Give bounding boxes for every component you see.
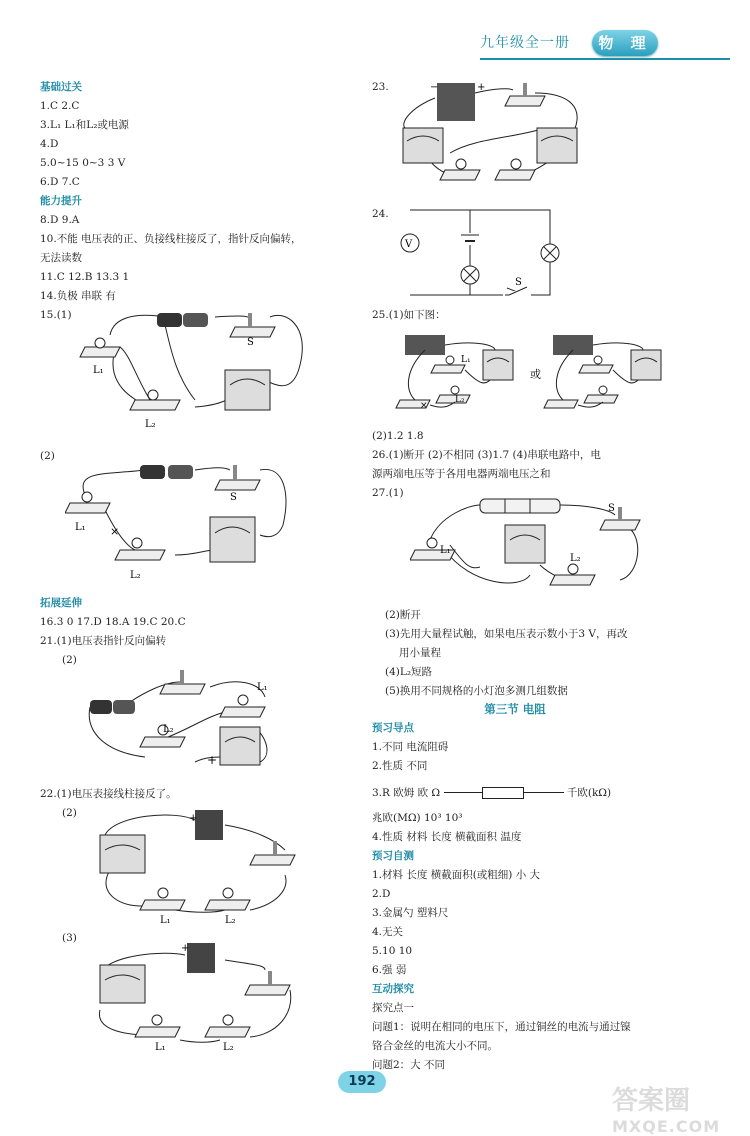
resistor-symbol-icon (444, 786, 564, 800)
left-column (40, 447, 55, 466)
answer-line: (2) (62, 807, 77, 819)
svg-text:×: × (420, 401, 428, 411)
answer-line: 23. (372, 81, 389, 93)
answer-line: (4)L₂短路 (385, 666, 433, 678)
answer-line: 21.(1)电压表指针反向偏转 (40, 635, 167, 647)
circuit-figure-27 (410, 495, 650, 605)
lamp-label: L₁ (440, 545, 451, 556)
circuit-figure-22-3 (85, 935, 305, 1055)
answer-text: 3.R 欧姆 欧 Ω (372, 787, 441, 799)
answer-line: 16.3 0 17.D 18.A 19.C 20.C (40, 616, 186, 628)
answer-line (372, 784, 717, 803)
answer-line: 27.(1) (372, 487, 404, 499)
answer-line: 5.0~15 0~3 3 V (40, 157, 126, 169)
answer-line: 3.金属勺 塑料尺 (372, 907, 449, 919)
right-column (372, 78, 389, 97)
answer-text: 千欧(kΩ) (566, 787, 612, 799)
right-column (372, 719, 717, 1075)
page-header (480, 30, 730, 64)
right-column (385, 606, 725, 701)
answer-line: 4.性质 材料 长度 横截面积 温度 (372, 831, 522, 843)
answer-line: 无法读数 (40, 252, 82, 264)
right-column (372, 306, 446, 325)
section-title: 预习导点 (372, 722, 414, 734)
lamp-label: L₁ (93, 365, 104, 376)
answer-line: (5)换用不同规格的小灯泡多测几组数据 (385, 685, 568, 697)
svg-text:+: + (207, 753, 218, 767)
answer-line: 4.无关 (372, 926, 404, 938)
section-heading: 第三节 电阻 (484, 702, 546, 716)
circuit-figure-15-2 (65, 455, 300, 590)
left-column (62, 929, 77, 948)
answer-line: 探究点一 (372, 1002, 414, 1014)
section-title: 预习自测 (372, 850, 414, 862)
lamp-label: L₁ (75, 522, 86, 533)
answer-line: 22.(1)电压表接线柱接反了。 (40, 788, 177, 800)
circuit-figure-15-1 (75, 305, 310, 440)
lamp-label: L₂ (223, 1042, 234, 1053)
lamp-label: L₁ (160, 915, 171, 925)
circuit-diagram-24 (395, 205, 570, 305)
circuit-figure-22-2 (85, 805, 305, 925)
answer-line: 兆欧(MΩ) 10³ 10³ (372, 812, 463, 824)
answer-line: (2) (40, 450, 55, 462)
answer-line: 11.C 12.B 13.3 1 (40, 271, 130, 283)
answer-line: 26.(1)断开 (2)不相同 (3)1.7 (4)串联电路中，电 (372, 449, 601, 461)
answer-line: (3) (62, 932, 77, 944)
answer-line: (2)1.2 1.8 (372, 430, 424, 442)
answer-line: 5.10 10 (372, 945, 413, 957)
svg-text:×: × (110, 525, 120, 538)
section-title: 能力提升 (40, 195, 82, 207)
subject-badge: 物 理 (592, 30, 658, 56)
svg-text:+: + (189, 813, 198, 824)
circuit-figure-23 (395, 78, 590, 193)
switch-label: S (515, 277, 522, 288)
answer-line: 8.D 9.A (40, 214, 80, 226)
circuit-figure-21 (85, 662, 285, 777)
answer-line: (2) (62, 654, 77, 666)
answer-line: 1.不同 电流阻碍 (372, 741, 449, 753)
header-rule (480, 58, 730, 60)
switch-label: S (608, 503, 615, 514)
svg-text:+: + (181, 943, 190, 954)
watermark-url: MXQE.COM (612, 1117, 721, 1136)
answer-line: 用小量程 (399, 647, 441, 659)
svg-text:−: − (430, 82, 439, 93)
answer-line: 1.材料 长度 横截面积(或粗细) 小 大 (372, 869, 541, 881)
switch-label: S (247, 337, 254, 348)
left-column (40, 594, 360, 670)
watermark-text: 答案圈 (612, 1086, 691, 1116)
answer-line: (2)断开 (385, 609, 421, 621)
answer-line: 6.强 弱 (372, 964, 407, 976)
answer-line: 14.负极 串联 有 (40, 290, 116, 302)
answer-line: 铬合金丝的电流大小不同。 (372, 1040, 498, 1052)
answer-line: 1.C 2.C (40, 100, 80, 112)
answer-line: 24. (372, 208, 389, 220)
answer-line: 25.(1)如下图： (372, 309, 446, 321)
svg-text:V: V (405, 239, 413, 250)
left-column (40, 78, 360, 325)
answer-line: 源两端电压等于各用电器两端电压之和 (372, 468, 551, 480)
answer-line: 10.不能 电压表的正、负接线柱接反了，指针反向偏转， (40, 233, 302, 245)
answer-line: 3.L₁ L₁和L₂或电源 (40, 119, 129, 131)
answer-line: 问题1：说明在相同的电压下，通过铜丝的电流与通过镍 (372, 1021, 631, 1033)
lamp-label: L₂ (145, 419, 156, 430)
lamp-label: L₂ (163, 724, 174, 735)
section-title: 基础过关 (40, 81, 82, 93)
answer-line: 问题2：大 不同 (372, 1059, 446, 1071)
lamp-label: L₁ (257, 682, 268, 693)
lamp-label: L₁ (461, 355, 471, 365)
answer-line: 6.D 7.C (40, 176, 80, 188)
lamp-label: L₂ (455, 395, 465, 405)
lamp-label: L₂ (130, 570, 141, 581)
lamp-label: L₂ (570, 553, 581, 564)
lamp-label: L₁ (155, 1042, 166, 1053)
section-title: 互动探究 (372, 983, 414, 995)
watermark-logo (612, 1080, 742, 1136)
answer-line: 2.D (372, 888, 391, 900)
answer-line: 4.D (40, 138, 59, 150)
right-column (372, 205, 389, 224)
circuit-figure-25 (395, 330, 685, 420)
answer-line: 15.(1) (40, 309, 72, 321)
page-number: 192 (338, 1071, 386, 1093)
or-label: 或 (530, 368, 541, 381)
section-title: 拓展延伸 (40, 597, 82, 609)
right-column (372, 427, 717, 503)
switch-label: S (230, 492, 237, 503)
lamp-label: L₂ (225, 915, 236, 925)
svg-text:+: + (477, 82, 486, 93)
grade-label: 九年级全一册 (480, 35, 570, 51)
answer-line: (3)先用大量程试触，如果电压表示数小于3 V，再改 (385, 628, 628, 640)
answer-line: 2.性质 不同 (372, 760, 428, 772)
